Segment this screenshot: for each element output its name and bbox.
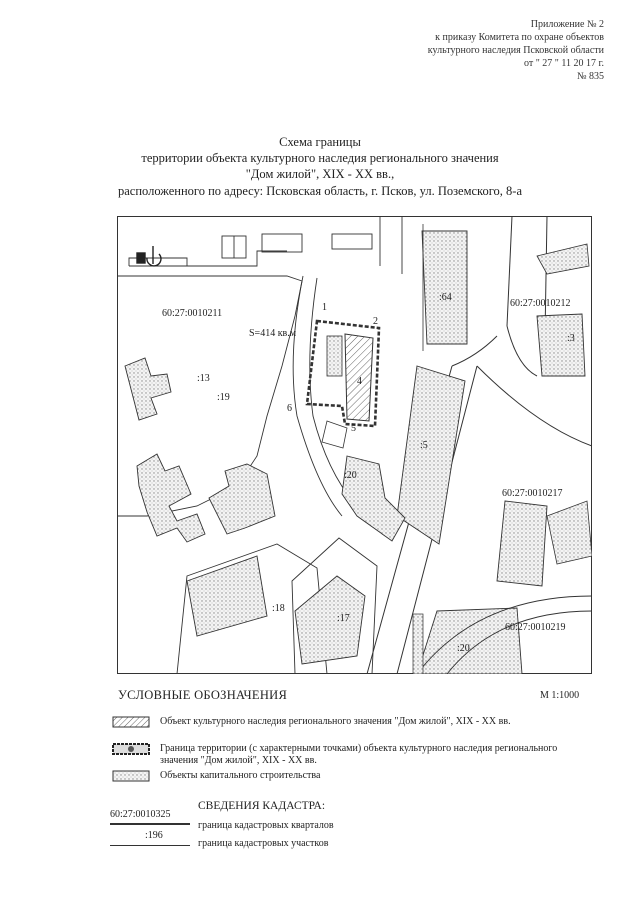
building-3	[537, 314, 585, 376]
legend-item-heritage: Объект культурного наследия регионального значения "Дом жилой", XIX - XX вв.	[160, 716, 511, 727]
cadastral-map	[117, 216, 592, 674]
plot-label-64: :64	[439, 292, 452, 303]
legend-swatch-heritage	[112, 716, 150, 728]
quarter-line	[110, 823, 190, 825]
legend-swatch-boundary	[112, 743, 150, 755]
plot-line	[110, 845, 190, 846]
order-number: № 835	[576, 71, 604, 82]
plot-code: :196	[145, 830, 163, 841]
order-reference: к приказу Комитета по охране объектов	[435, 32, 604, 43]
doc-subtitle: территории объекта культурного наследия регионального значения	[141, 151, 499, 165]
legend-swatch-buildings	[112, 770, 150, 782]
plot-label-13: :13	[197, 373, 210, 384]
committee-name: культурного наследия Псковской области	[427, 45, 604, 56]
plot-label-18: :18	[272, 603, 285, 614]
quarter-label-219: 60:27:0010219	[505, 622, 566, 633]
legend-item-boundary: Граница территории (с характерными точками) объекта культурного наследия регионального значения "Дом жилой", XIX - XX вв.	[160, 743, 558, 766]
quarter-label-217: 60:27:0010217	[502, 488, 563, 499]
quarter-boundary-label: граница кадастровых кварталов	[198, 820, 334, 831]
building-number: 4	[357, 376, 362, 387]
plot-label-19: :19	[217, 392, 230, 403]
quarter-label-212: 60:27:0010212	[510, 298, 571, 309]
legend-title: УСЛОВНЫЕ ОБОЗНАЧЕНИЯ	[118, 688, 288, 702]
quarter-code: 60:27:0010325	[110, 809, 171, 820]
quarter-label-211: 60:27:0010211	[162, 308, 223, 319]
scale-label: М 1:1000	[540, 690, 580, 701]
point-label-2: 2	[373, 316, 378, 327]
object-name: "Дом жилой", XIX - XX вв.,	[245, 167, 395, 181]
point-label-5: 5	[351, 423, 356, 434]
point-label-6: 6	[287, 403, 292, 414]
plot-label-17: :17	[337, 613, 350, 624]
order-header	[374, 18, 604, 83]
object-address: расположенного по адресу: Псковская область, г. Псков, ул. Поземского, 8-а	[117, 184, 523, 198]
appendix-number: Приложение № 2	[530, 19, 604, 30]
plot-label-3: :3	[567, 333, 575, 344]
building-64	[422, 231, 467, 344]
plot-boundary-label: граница кадастровых участков	[198, 838, 329, 849]
order-date: от " 27 " 11 20 17 г.	[523, 58, 604, 69]
legend-item-buildings: Объекты капитального строительства	[160, 770, 321, 781]
plot-label-5: :5	[420, 440, 428, 451]
plot-label-20a: :20	[344, 470, 357, 481]
point-label-1: 1	[322, 302, 327, 313]
doc-title: Схема границы	[279, 135, 361, 149]
plot-label-20b: :20	[457, 643, 470, 654]
cadastre-title: СВЕДЕНИЯ КАДАСТРА:	[198, 800, 326, 812]
building-217	[497, 501, 547, 586]
area-label: S=414 кв.м	[249, 328, 297, 339]
